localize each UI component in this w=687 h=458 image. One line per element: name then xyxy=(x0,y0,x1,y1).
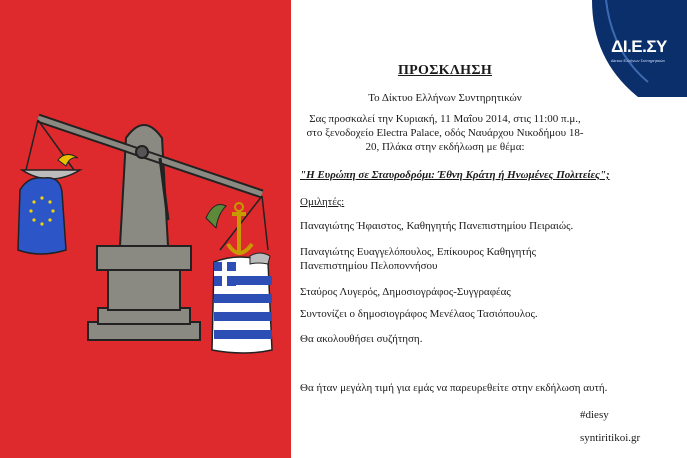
discussion-line: Θα ακολουθήσει συζήτηση. xyxy=(300,333,423,345)
event-topic: "Η Ευρώπη σε Σταυροδρόμι: Έθνη Κράτη ή Ηνωμένες Πολιτείες"; xyxy=(300,169,610,181)
scale-illustration xyxy=(0,0,291,458)
speaker-2: Παναγιώτης Ευαγγελόπουλος, Επίκουρος Καθηγητής Πανεπιστημίου Πελοποννήσου xyxy=(300,246,536,272)
eu-flag-pan xyxy=(18,120,80,254)
speakers-label: Ομιλητές: xyxy=(300,196,345,208)
logo-subtitle: Δίκτυο Ελλήνων Συντηρητικών xyxy=(610,58,666,63)
closing-line: Θα ήταν μεγάλη τιμή για εμάς να παρευρεθείτε στην εκδήλωση αυτή. xyxy=(300,382,608,394)
invitation-text: Σας προσκαλεί την Κυριακή, 11 Μαΐου 2014, στις 11:00 π.μ., στο ξενοδοχείο Electra Palace, οδός Ναυάρχου Νικοδήμου 18-20, Πλάκα στην εκδήλωση με θέμα: xyxy=(306,113,584,153)
speaker-3: Σταύρος Λυγερός, Δημοσιογράφος-Συγγραφέας xyxy=(300,286,511,298)
logo-text: ΔΙ.Ε.ΣΥ xyxy=(611,37,667,56)
greek-flag-pan xyxy=(206,196,272,353)
hashtag: #diesy xyxy=(580,409,609,421)
organizer-name: Το Δίκτυο Ελλήνων Συντηρητικών xyxy=(368,92,522,104)
moderator-line: Συντονίζει ο δημοσιογράφος Μενέλαος Τασιόπουλος. xyxy=(300,308,538,320)
speaker-1: Παναγιώτης Ήφαιστος, Καθηγητής Πανεπιστημίου Πειραιώς. xyxy=(300,220,574,232)
website-url: syntiritikoi.gr xyxy=(580,432,641,444)
invitation-title: ΠΡΟΣΚΛΗΣΗ xyxy=(397,63,493,78)
